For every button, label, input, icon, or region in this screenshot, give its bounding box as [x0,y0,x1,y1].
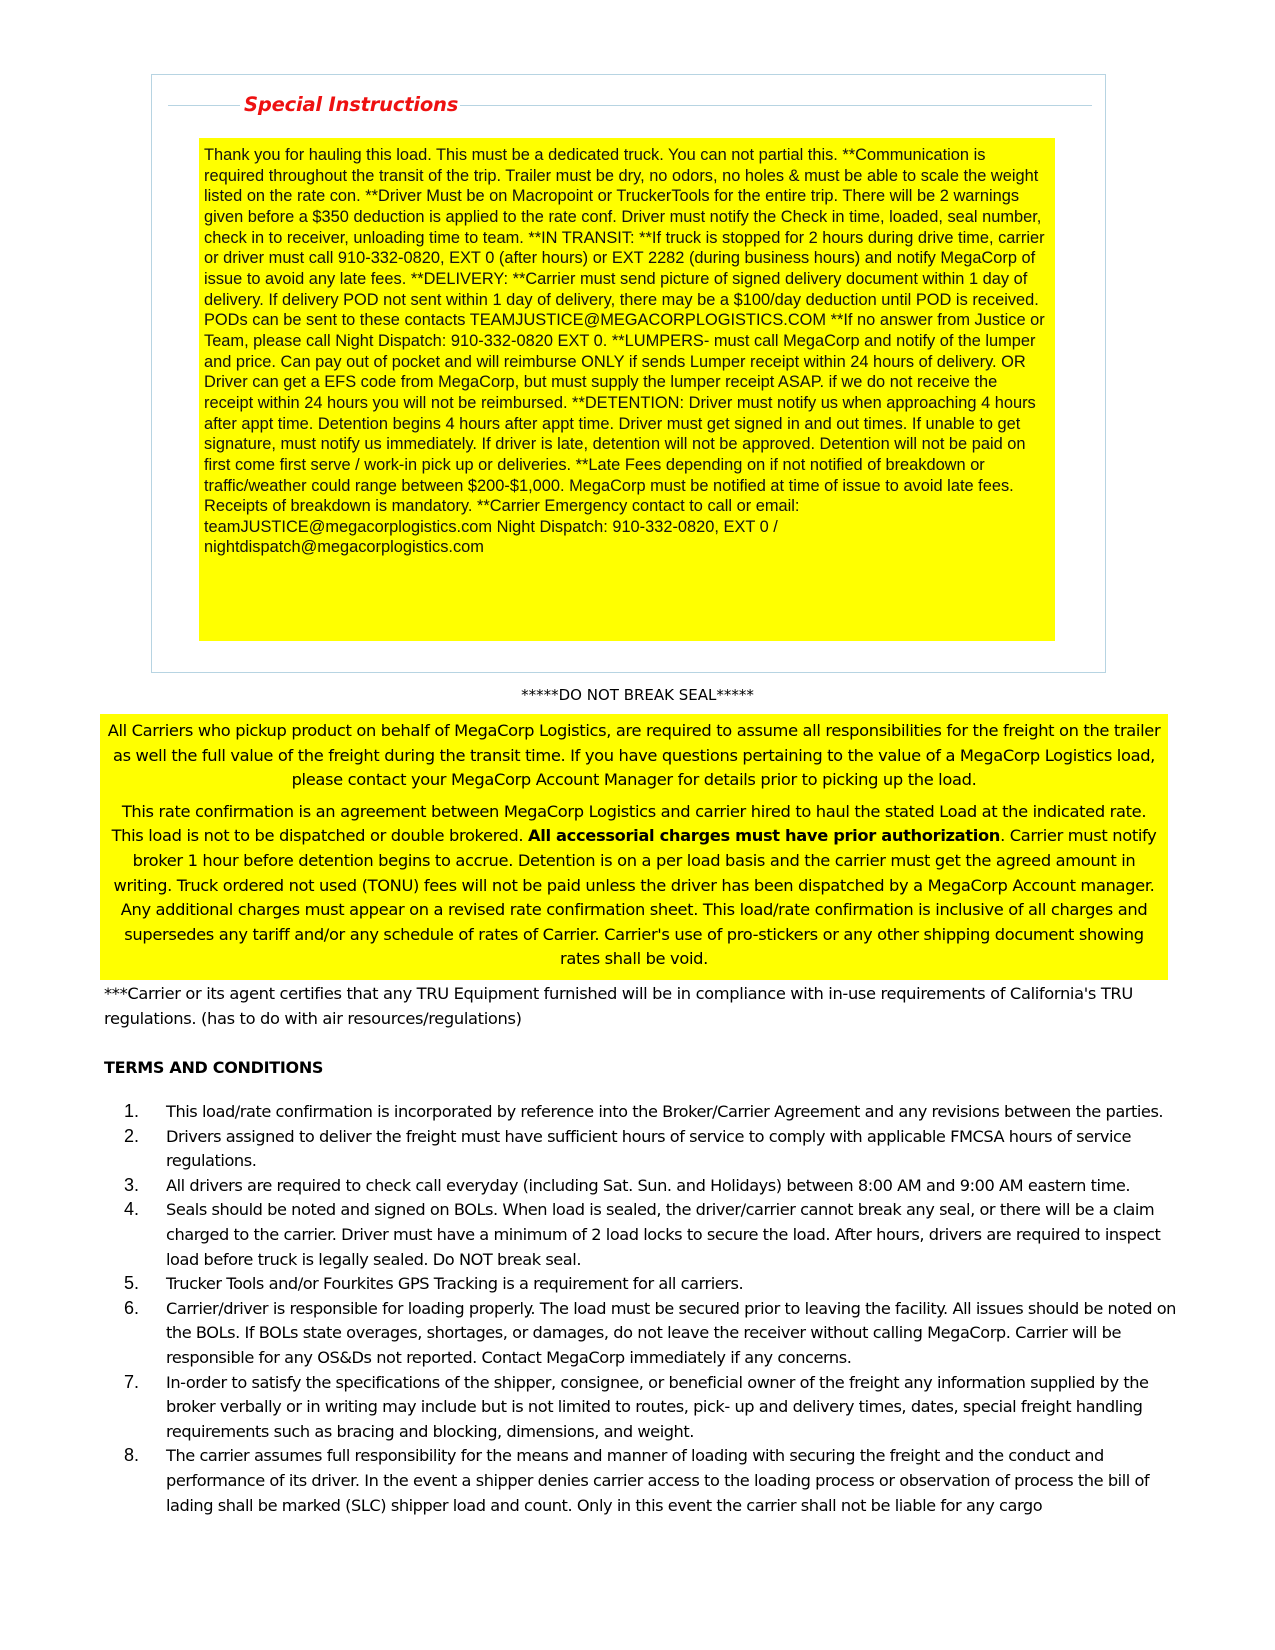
special-instructions-body: Thank you for hauling this load. This must be a dedicated truck. You can not partial this. **Communication is required throughout the transit of the trip. Trailer must be dry, no odors, no holes & must be able to scale the weight listed on the rate con. **Driver Must be on Macropoint or TruckerTools for the entire trip. There will be 2 warnings given before a $350 deduction is applied to the rate conf. Driver must notify the Check in time, loaded, seal number, check in to receiver, unloading time to team. **IN TRANSIT: **If truck is stopped for 2 hours during drive time, carrier or driver must call 910-332-0820, EXT 0 (after hours) or EXT 2282 (during business hours) and notify MegaCorp of issue to avoid any late fees. **DELIVERY: **Carrier must send picture of signed delivery document within 1 day of delivery. If delivery POD not sent within 1 day of delivery, there may be a $100/day deduction until POD is received. PODs can be sent to these contacts TEAMJUSTICE@MEGACORPLOGISTICS.COM **If no answer from Justice or Team, please call Night Dispatch: 910-332-0820 EXT 0. **LUMPERS- must call MegaCorp and notify of the lumper and price. Can pay out of pocket and will reimburse ONLY if sends Lumper receipt within 24 hours of delivery. OR Driver can get a EFS code from MegaCorp, but must supply the lumper receipt ASAP. if we do not receive the receipt within 24 hours you will not be reimbursed. **DETENTION: Driver must notify us when approaching 4 hours after appt time. Detention begins 4 hours after appt time. Driver must get signed in and out times. If unable to get signature, must notify us immediately. If driver is late, detention will not be approved. Detention will not be paid on first come first serve / work-in pick up or deliveries. **Late Fees depending on if not notified of breakdown or traffic/weather could range between $200-$1,000. MegaCorp must be notified at time of issue to avoid late fees. Receipts of breakdown is mandatory. **Carrier Emergency contact to call or email: teamJUSTICE@megacorplogistics.com Night Dispatch: 910-332-0820, EXT 0 / nightdispatch@megacorplogistics.com [204,146,1045,557]
terms-heading: TERMS AND CONDITIONS [104,1058,324,1077]
terms-item [104,1125,1194,1174]
terms-item-text: Carrier/driver is responsible for loading properly. The load must be secured prior to leaving the facility. All issues should be noted on the BOLs. If BOLs state overages, shortages, or damages, do not leave the receiver without calling MegaCorp. Carrier will be responsible for any OS&Ds not reported. Contact MegaCorp immediately if any concerns. [166,1298,1176,1367]
terms-item-text: All drivers are required to check call everyday (including Sat. Sun. and Holidays) between 8:00 AM and 9:00 AM eastern time. [166,1175,1131,1195]
tru-compliance-notice: ***Carrier or its agent certifies that any TRU Equipment furnished will be in compliance with in-use requirements of California's TRU regulations. (has to do with air resources/regulations) [104,984,1133,1028]
terms-item-text: Trucker Tools and/or Fourkites GPS Tracking is a requirement for all carriers. [166,1274,744,1294]
terms-item-number: 8. [124,1445,140,1466]
accessorial-charges-emphasis: All accessorial charges must have prior authorization [528,826,1001,846]
terms-item-text: This load/rate confirmation is incorporated by reference into the Broker/Carrier Agreement and any revisions between the parties. [166,1102,1164,1121]
terms-item [104,1297,1194,1371]
carrier-notice-paragraph-2 [104,800,1164,972]
rate-confirmation-text-continued: . Carrier must notify broker 1 hour before detention begins to accrue. Detention is on a per load basis and the carrier must get the agreed amount in writing. Truck ordered not used (TONU) fees will not be paid unless the driver has been dispatched by a MegaCorp Account manager. Any additional charges must appear on a revised rate confirmation sheet. This load/rate confirmation is inclusive of all charges and supersedes any tariff and/or any schedule of rates of Carrier. Carrier's use of pro-stickers or any other shipping document showing rates shall be void. [113,826,1157,969]
terms-item [104,1100,1194,1125]
terms-item-number: 5. [124,1273,140,1294]
terms-list [104,1100,1194,1518]
special-instructions-box [151,74,1106,673]
terms-item [104,1444,1194,1518]
terms-item [104,1371,1194,1445]
terms-item-number: 6. [124,1297,140,1318]
terms-item [104,1272,1194,1297]
rate-confirmation-text: This rate confirmation is an agreement between MegaCorp Logistics and carrier hired to haul the stated Load at the indicated rate. This load is not to be dispatched or double brokered. [111,801,1147,846]
carrier-responsibility-notice [100,714,1168,980]
terms-item-text: In-order to satisfy the specifications of the shipper, consignee, or beneficial owner of the freight any information supplied by the broker verbally or in writing may include but is not limited to routes, pick- up and delivery times, dates, special freight handling requirements such as bracing and blocking, dimensions, and weight. [166,1372,1149,1441]
terms-item-text: The carrier assumes full responsibility for the means and manner of loading with securing the freight and the conduct and performance of its driver. In the event a shipper denies carrier access to the loading process or observation of process the bill of lading shall be marked (SLC) shipper load and count. Only in this event the carrier shall not be liable for any cargo [166,1446,1150,1515]
title-rule-left [168,105,240,106]
title-rule-right [460,105,1092,106]
terms-item-text: Seals should be noted and signed on BOLs. When load is sealed, the driver/carrier cannot break any seal, or there will be a claim charged to the carrier. Driver must have a minimum of 2 load locks to secure the load. After hours, drivers are required to inspect load before truck is legally sealed. Do NOT break seal. [166,1200,1161,1269]
terms-item-text: Drivers assigned to deliver the freight must have sufficient hours of service to comply with applicable FMCSA hours of service regulations. [166,1126,1131,1171]
seal-notice: *****DO NOT BREAK SEAL***** [521,686,754,704]
terms-item-number: 4. [124,1199,140,1220]
terms-item [104,1174,1194,1199]
terms-item-number: 7. [124,1371,140,1392]
terms-item-number: 1. [124,1101,140,1121]
terms-item-number: 2. [124,1125,140,1146]
special-instructions-title: Special Instructions [244,93,459,116]
terms-item [104,1198,1194,1272]
carrier-notice-paragraph-1: All Carriers who pickup product on behalf of MegaCorp Logistics, are required to assume all responsibilities for the freight on the trailer as well the full value of the freight during the transit time. If you have questions pertaining to the value of a MegaCorp Logistics load, please contact your MegaCorp Account Manager for details prior to picking up the load. [107,721,1161,790]
special-instructions-text [199,138,1055,641]
terms-item-number: 3. [124,1174,140,1195]
